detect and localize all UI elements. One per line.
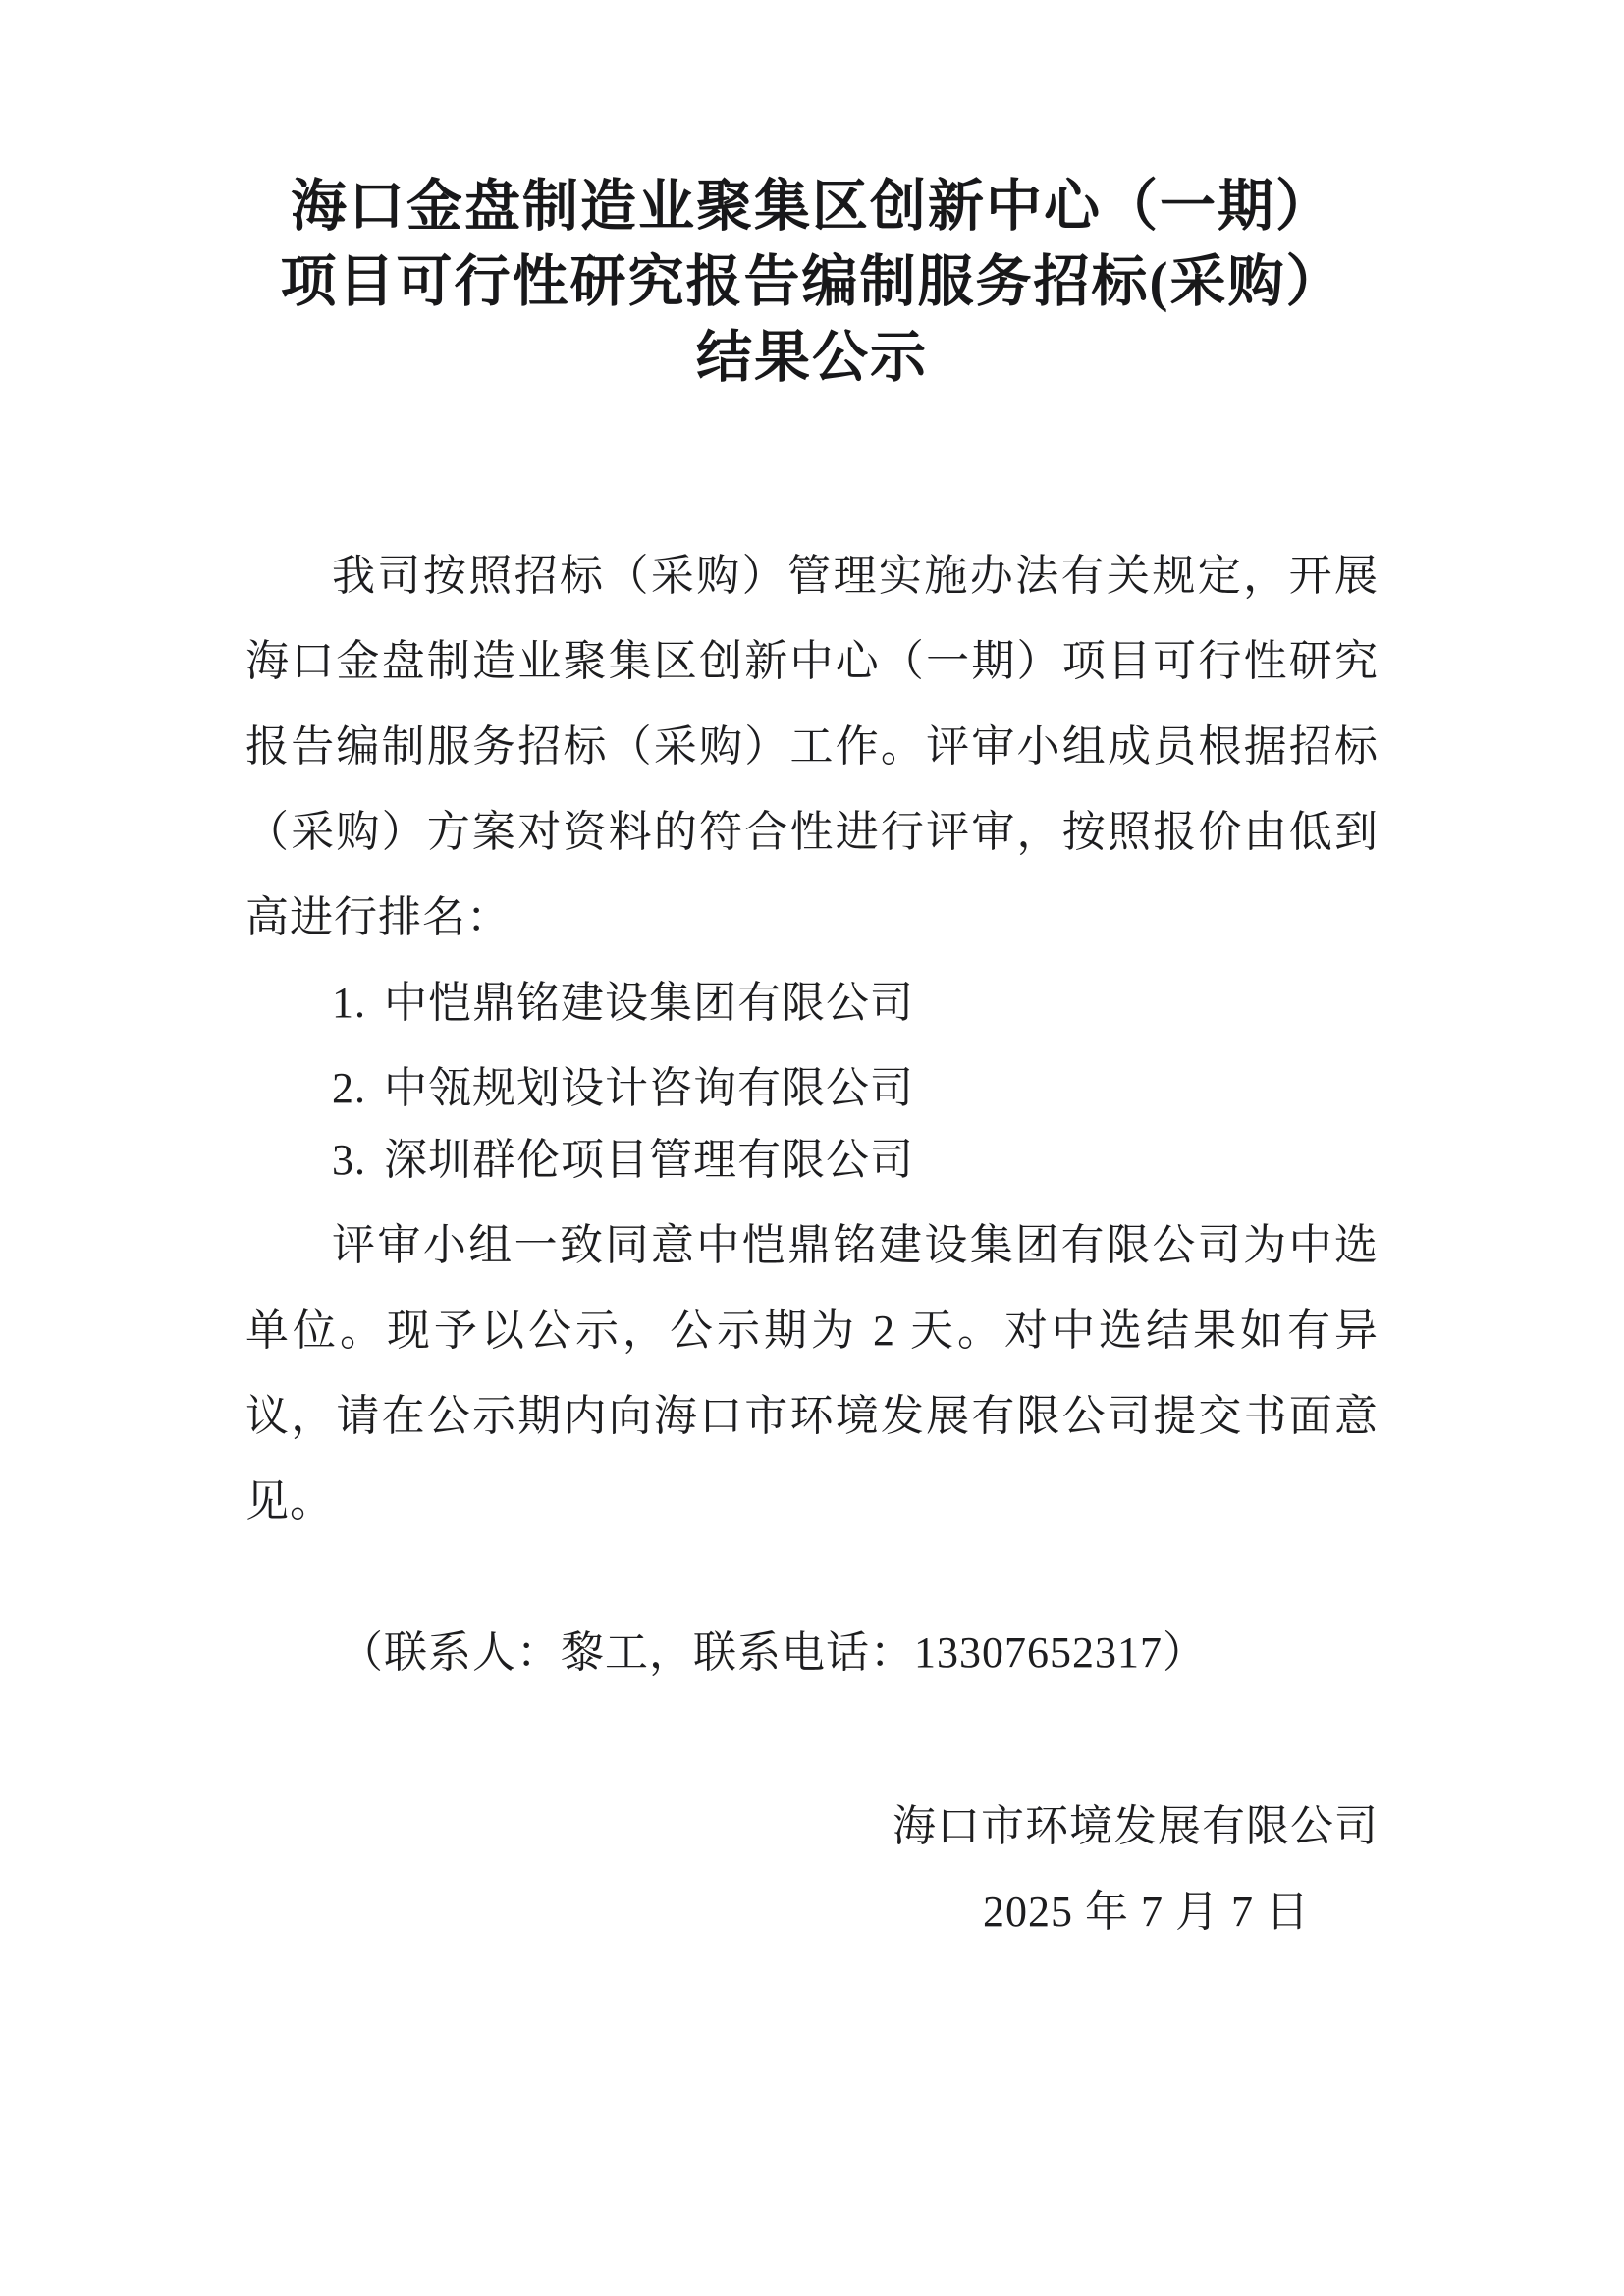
- paragraph-decision: 评审小组一致同意中恺鼎铭建设集团有限公司为中选单位。现予以公示，公示期为 2 天。对中选结果如有异议，请在公示期内向海口市环境发展有限公司提交书面意见。: [245, 1221, 1379, 1525]
- rank-number-2: 2.: [332, 1064, 366, 1112]
- company-name-1: 中恺鼎铭建设集团有限公司: [384, 979, 914, 1027]
- title-line-2: 项目可行性研究报告编制服务招标(采购）: [280, 251, 1344, 313]
- document-content: [245, 0, 1379, 1954]
- signature-block: [245, 1784, 1379, 1954]
- title-line-1: 海口金盘制造业聚集区创新中心（一期）: [291, 176, 1333, 238]
- ranking-list: [245, 960, 1379, 1202]
- paragraph-opening: 我司按照招标（采购）管理实施办法有关规定，开展海口金盘制造业聚集区创新中心（一期）项目可行性研究报告编制服务招标（采购）工作。评审小组成员根据招标（采购）方案对资料的符合性进行评审，按照报价由低到高进行排名：: [245, 552, 1379, 941]
- document-title: [245, 0, 1379, 396]
- rank-number-3: 3.: [332, 1136, 366, 1184]
- ranking-item-3: [245, 1117, 1379, 1202]
- signature-company: 海口市环境发展有限公司: [893, 1802, 1379, 1850]
- ranking-item-1: [245, 960, 1379, 1045]
- title-line-3: 结果公示: [696, 327, 928, 389]
- contact-line: （联系人：黎工，联系电话：13307652317）: [340, 1629, 1207, 1677]
- company-name-2: 中瓴规划设计咨询有限公司: [384, 1064, 914, 1112]
- signature-date: 2025 年 7 月 7 日: [983, 1888, 1310, 1936]
- company-name-3: 深圳群伦项目管理有限公司: [384, 1136, 914, 1184]
- rank-number-1: 1.: [332, 979, 366, 1027]
